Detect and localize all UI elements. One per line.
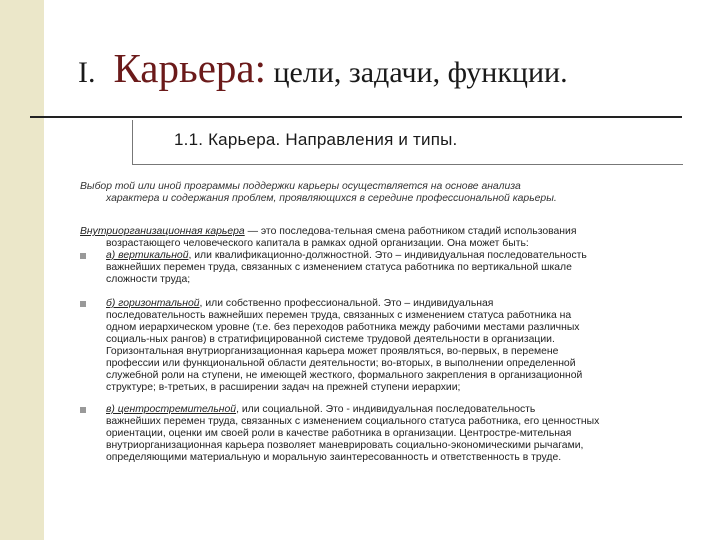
list-item (80, 404, 684, 464)
bullet-a-term: а) вертикальной (106, 250, 189, 261)
bullet-b-line: одном иерархическом уровне (т.е. без переходов работника между рабочими местами различных (106, 322, 580, 333)
internal-career-term: Внутриорганизационная карьера (80, 226, 245, 237)
bullet-b-line: профессии или функциональной области деятельности; во-вторых, в выполнении определенной (106, 358, 576, 369)
bullet-b-line-1 (106, 298, 684, 310)
bullet-a-text-1: , или квалификационно-должностной. Это – индивидуальная последовательность (188, 250, 587, 261)
bullet-b-line: последовательность важнейших перемен труда, связанных с изменением статуса работника на (106, 310, 572, 321)
intro-line-2: характера и содержания проблем, проявляющихся в середине профессиональной карьеры. (106, 193, 557, 204)
bullet-c-line: определяющими материальную и моральную заинтересованность и ответственность в труде. (106, 452, 562, 463)
bullet-a-line-1 (106, 250, 684, 262)
title-main: Карьера: (113, 45, 266, 91)
subtitle: 1.1. Карьера. Направления и типы. (174, 130, 458, 149)
bullet-c-line-1 (106, 404, 684, 416)
bullet-c-line: внутриорганизационная карьера позволяет маневрировать социально-экономическими рычагами, (106, 440, 584, 451)
bullet-b-line: Горизонтальная внутриорганизационная карьера может проявляться, во-первых, в перемене (106, 346, 559, 357)
bullet-b-text-1: , или собственно профессиональной. Это – индивидуальная (199, 298, 494, 309)
intro-line-1: Выбор той или иной программы поддержки карьеры осуществляется на основе анализа (80, 181, 521, 192)
title-rest: цели, задачи, функции. (266, 56, 568, 89)
left-accent-bar (0, 0, 44, 540)
title-number: I. (78, 56, 96, 89)
bullet-b-line: социаль-ных рангов) в стратифицированной системе трудовой деятельности в организации. (106, 334, 555, 345)
list-item (80, 298, 684, 394)
bullet-c-line: ориентации, оценки им своей роли в качестве работника в организации. Центростре-мительная (106, 428, 572, 439)
internal-career-text-2: возрастающего человеческого капитала в рамках одной организации. Она может быть: (106, 238, 529, 249)
square-bullet-icon (80, 253, 86, 259)
bullet-b-term: б) горизонтальной (106, 298, 200, 309)
internal-career-text-1: — это последова-тельная смена работником стадий использования (244, 226, 577, 237)
slide-title (78, 44, 698, 92)
bullet-c-line: важнейших перемен труда, связанных с изменением социального статуса работника, его ценностных (106, 416, 600, 427)
internal-career-paragraph (80, 226, 684, 250)
bullet-b-line: структуре; в-третьих, в расширении задач на прежней ступени иерархии; (106, 382, 461, 393)
bullet-b-line: служебной роли на ступени, не имеющей жесткого, формального закрепления в организационной (106, 370, 583, 381)
square-bullet-icon (80, 407, 86, 413)
bullet-c-term: в) центростремительной (106, 404, 237, 415)
square-bullet-icon (80, 301, 86, 307)
list-item (80, 250, 684, 286)
bullet-a-line-2: важнейших перемен труда, связанных с изменением статуса работника по вертикальной шкале (106, 262, 572, 273)
title-divider (30, 116, 682, 118)
bullet-a-line-3: сложности труда; (106, 274, 191, 285)
intro-paragraph (80, 181, 680, 205)
bullet-c-text-1: , или социальной. Это - индивидуальная последовательность (236, 404, 536, 415)
